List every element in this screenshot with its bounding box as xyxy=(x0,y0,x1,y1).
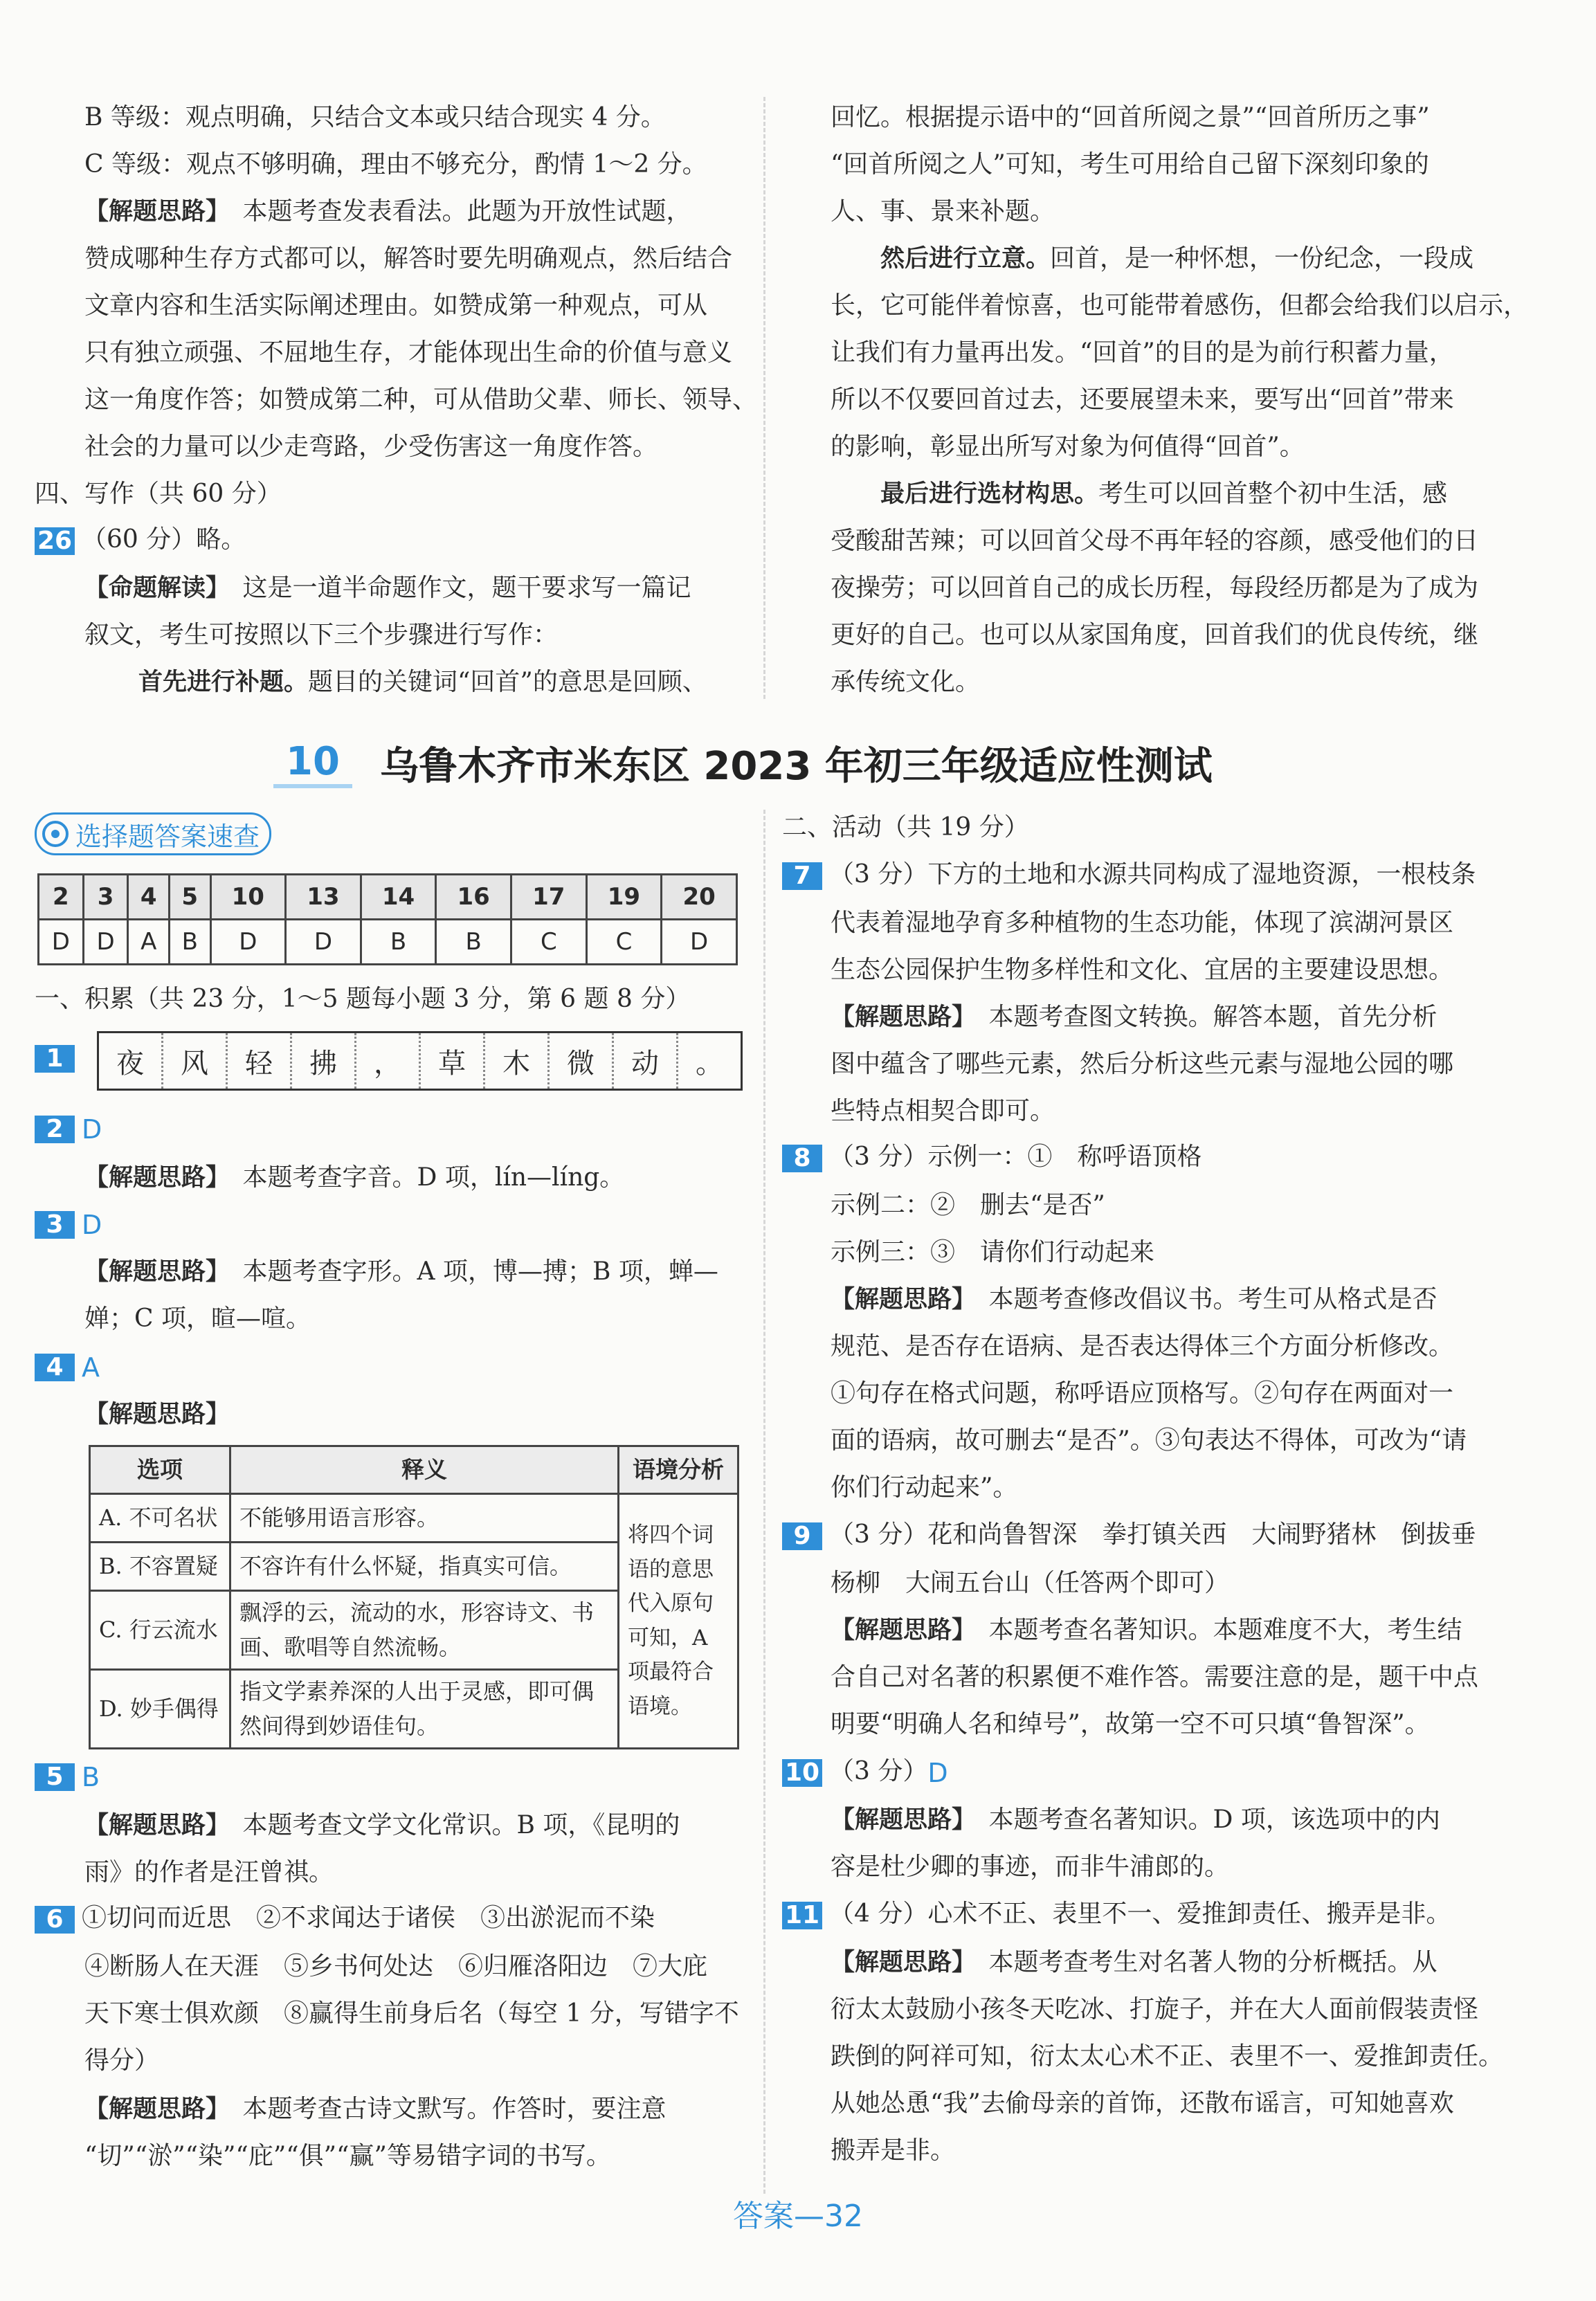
qnum-cell: 10 xyxy=(210,875,286,920)
text-line: 婵；C 项，暄—喧。 xyxy=(84,1304,311,1333)
question-number: 9 xyxy=(782,1522,822,1550)
text-line: 赞成哪种生存方式都可以，解答时要先明确观点，然后结合 xyxy=(84,244,733,273)
jieti-label: 【解题思路】 xyxy=(84,1164,218,1192)
text-line: 文章内容和生活实际阐述理由。如赞成第一种观点，可从 xyxy=(84,291,708,320)
question-number: 10 xyxy=(782,1759,822,1787)
grid-char: 木 xyxy=(485,1033,550,1089)
text-line: 的影响，彰显出所写对象为何值得“回首”。 xyxy=(831,433,1305,461)
text-line: ①句存在格式问题，称呼语应顶格写。②句存在两面对一 xyxy=(831,1379,1454,1408)
answer-cell: D xyxy=(662,920,737,965)
text-line: 本题考查名著知识。本题难度不大，考生结 xyxy=(988,1616,1462,1644)
text-line: 这是一道半命题作文，题干要求写一篇记 xyxy=(242,574,691,602)
answer-cell: B xyxy=(361,920,436,965)
text-line: 本题考查文学文化常识。B 项，《昆明的 xyxy=(242,1811,680,1839)
section-heading: 二、活动（共 19 分） xyxy=(782,813,1029,842)
question-number: 8 xyxy=(782,1145,822,1172)
analysis-cell: 将四个词语的意思代入原句可知，A 项最符合语境。 xyxy=(619,1494,738,1749)
text-line: 天下寒士俱欢颜 ⑧赢得生前身后名（每空 1 分，写错字不 xyxy=(84,1999,739,2028)
qnum-cell: 17 xyxy=(511,875,587,920)
qnum-cell: 13 xyxy=(286,875,361,920)
answer-cell: D xyxy=(39,920,84,965)
option-cell: C. 行云流水 xyxy=(90,1591,230,1670)
jieti-label: 【解题思路】 xyxy=(831,1617,964,1644)
question-number: 1 xyxy=(35,1045,75,1073)
answer-table xyxy=(37,873,738,965)
text-line: （3 分）示例一：① 称呼语顶格 xyxy=(829,1143,1202,1171)
qnum-cell: 14 xyxy=(361,875,436,920)
page-number: 答案—32 xyxy=(733,2199,863,2234)
text-line: 只有独立顽强、不屈地生存，才能体现出生命的价值与意义 xyxy=(84,338,733,367)
answer-cell: B xyxy=(169,920,210,965)
text-line: 本题考查考生对名著人物的分析概括。从 xyxy=(988,1948,1438,1976)
question-number: 7 xyxy=(782,862,822,890)
qnum-cell: 4 xyxy=(128,875,170,920)
grid-char: 动 xyxy=(614,1033,678,1089)
jieti-label: 【解题思路】 xyxy=(831,1949,964,1976)
qnum-cell: 3 xyxy=(83,875,128,920)
text-line: 杨柳 大闹五台山（任答两个即可） xyxy=(831,1569,1230,1597)
text-line: （4 分）心术不正、表里不一、爱推卸责任、搬弄是非。 xyxy=(829,1900,1451,1928)
answer-cell: D xyxy=(83,920,128,965)
question-number: 3 xyxy=(35,1211,75,1239)
text-line: 些特点相契合即可。 xyxy=(831,1097,1055,1125)
text-line: 雨》的作者是汪曾祺。 xyxy=(84,1858,334,1886)
grid-char: 微 xyxy=(550,1033,614,1089)
answer-letter: D xyxy=(82,1114,102,1145)
question-number: 5 xyxy=(35,1763,75,1791)
meaning-cell: 飘浮的云，流动的水，形容诗文、书画、歌唱等自然流畅。 xyxy=(230,1591,619,1670)
header-cell: 释义 xyxy=(230,1446,619,1494)
answer-table-answer-row xyxy=(39,920,737,965)
question-number: 2 xyxy=(35,1116,75,1143)
grid-char: 拂 xyxy=(292,1033,356,1089)
text-line: 从她怂恿“我”去偷母亲的首饰，还散布谣言，可知她喜欢 xyxy=(831,2089,1454,2118)
quick-check-badge xyxy=(35,812,271,855)
text-line: 受酸甜苦辣；可以回首父母不再年轻的容颜，感受他们的日 xyxy=(831,527,1479,555)
qnum-cell: 19 xyxy=(586,875,662,920)
text-line: 本题考查字形。A 项，博—搏；B 项，蝉— xyxy=(242,1257,718,1286)
text-line: 合自己对名著的积累便不难作答。需要注意的是，题干中点 xyxy=(831,1663,1479,1691)
jieti-label: 【解题思路】 xyxy=(831,1003,964,1031)
text-line: 回忆。根据提示语中的“回首所阅之景”“回首所历之事” xyxy=(831,103,1430,131)
text-line: 代表着湿地孕育多种植物的生态功能，体现了滨湖河景区 xyxy=(831,909,1454,937)
grid-char: 草 xyxy=(421,1033,485,1089)
text-line: 所以不仅要回首过去，还要展望未来，要写出“回首”带来 xyxy=(831,385,1454,414)
text-line: 你们行动起来”。 xyxy=(831,1473,1018,1502)
option-cell: D. 妙手偶得 xyxy=(90,1670,230,1749)
text-line: 本题考查字音。D 项，lín—líng。 xyxy=(242,1163,625,1192)
section-heading: 四、写作（共 60 分） xyxy=(35,480,282,508)
question-number: 6 xyxy=(35,1906,75,1934)
option-table xyxy=(89,1445,739,1749)
step-label: 首先进行补题。 xyxy=(138,669,309,696)
score-text: （3 分） xyxy=(829,1757,928,1785)
text-line: 规范、是否存在语病、是否表达得体三个方面分析修改。 xyxy=(831,1332,1454,1361)
text-line: 本题考查图文转换。解答本题，首先分析 xyxy=(988,1003,1438,1031)
grid-char: 风 xyxy=(163,1033,228,1089)
answer-letter: D xyxy=(927,1758,948,1788)
jieti-label: 【解题思路】 xyxy=(84,1258,218,1286)
text-line: 这一角度作答；如赞成第二种，可从借助父辈、师长、领导、 xyxy=(84,385,758,414)
answer-letter: D xyxy=(82,1210,102,1240)
jieti-label: 【解题思路】 xyxy=(831,1286,964,1313)
text-line: 明要“明确人名和绰号”，故第一空不可只填“鲁智深”。 xyxy=(831,1710,1430,1738)
answer-table-header-row xyxy=(39,875,737,920)
qnum-cell: 20 xyxy=(662,875,737,920)
text-line: 夜操劳；可以回首自己的成长历程，每段经历都是为了成为 xyxy=(831,574,1479,602)
column-divider-top xyxy=(763,97,765,699)
question-number: 26 xyxy=(35,527,75,555)
qnum-cell: 5 xyxy=(169,875,210,920)
grid-char: 。 xyxy=(696,1047,723,1080)
grid-char: 夜 xyxy=(99,1033,163,1089)
mingti-label: 【命题解读】 xyxy=(84,574,218,602)
text-line: ①切问而近思 ②不求闻达于诸侯 ③出淤泥而不染 xyxy=(82,1904,655,1932)
option-table-header xyxy=(90,1446,738,1494)
meaning-cell: 指文学素养深的人出于灵感，即可偶然间得到妙语佳句。 xyxy=(230,1670,619,1749)
text-line: 考生可以回首整个初中生活，感 xyxy=(1098,480,1448,508)
text-line: 示例三：③ 请你们行动起来 xyxy=(831,1238,1155,1266)
answer-cell: D xyxy=(210,920,286,965)
answer-cell: C xyxy=(586,920,662,965)
answer-letter: A xyxy=(82,1352,100,1383)
answer-cell: C xyxy=(511,920,587,965)
header-cell: 选项 xyxy=(90,1446,230,1494)
text-line: 跌倒的阿祥可知，衍太太心术不正、表里不一、爱推卸责任。 xyxy=(831,2042,1504,2071)
option-cell: A. 不可名状 xyxy=(90,1494,230,1543)
q26-text: （60 分）略。 xyxy=(82,525,246,554)
text-line: 回首，是一种怀想，一份纪念，一段成 xyxy=(1050,244,1474,273)
text-line: 题目的关键词“回首”的意思是回顾、 xyxy=(308,668,707,696)
qnum-cell: 16 xyxy=(436,875,511,920)
question-number: 11 xyxy=(782,1902,822,1929)
grid-char: 轻 xyxy=(228,1033,292,1089)
text-line: “回首所阅之人”可知，考生可用给自己留下深刻印象的 xyxy=(831,150,1429,179)
answer-letter: B xyxy=(82,1762,100,1792)
grade-b-line: B 等级：观点明确，只结合文本或只结合现实 4 分。 xyxy=(84,103,666,131)
grade-c-line: C 等级：观点不够明确，理由不够充分，酌情 1～2 分。 xyxy=(84,150,707,179)
text-line: （3 分）下方的土地和水源共同构成了湿地资源，一根枝条 xyxy=(829,860,1476,889)
meaning-cell: 不容许有什么怀疑，指真实可信。 xyxy=(230,1543,619,1591)
text-line: 得分） xyxy=(84,2046,160,2075)
qnum-cell: 2 xyxy=(39,875,84,920)
jieti-label: 【解题思路】 xyxy=(84,1812,218,1839)
text-line: 长，它可能伴着惊喜，也可能带着感伤，但都会给我们以启示， xyxy=(831,291,1529,320)
text-line: 让我们有力量再出发。“回首”的目的是为前行积蓄力量， xyxy=(831,338,1454,367)
text-line: 本题考查发表看法。此题为开放性试题， xyxy=(242,197,691,226)
exam-header xyxy=(273,732,1213,794)
text-line: 面的语病，故可删去“是否”。③句表达不得体，可改为“请 xyxy=(831,1426,1467,1455)
text-line: 搬弄是非。 xyxy=(831,2136,956,2165)
text-line: 生态公园保护生物多样性和文化、宜居的主要建设思想。 xyxy=(831,956,1454,984)
text-line: 衍太太鼓励小孩冬天吃冰、打旋子，并在大人面前假装责怪 xyxy=(831,1995,1479,2023)
text-line: 容是杜少卿的事迹，而非牛浦郎的。 xyxy=(831,1853,1230,1881)
text-line: 图中蕴含了哪些元素，然后分析这些元素与湿地公园的哪 xyxy=(831,1050,1454,1078)
grid-char: ， xyxy=(356,1033,421,1089)
text-line: （3 分）花和尚鲁智深 拳打镇关西 大闹野猪林 倒拔垂 xyxy=(829,1520,1476,1549)
exam-number: 10 xyxy=(273,739,352,788)
section-heading: 一、积累（共 23 分，1～5 题每小题 3 分，第 6 题 8 分） xyxy=(35,985,691,1013)
meaning-cell: 不能够用语言形容。 xyxy=(230,1494,619,1543)
text-line: 更好的自己。也可以从家国角度，回首我们的优良传统，继 xyxy=(831,621,1479,649)
text-line: 叙文，考生可按照以下三个步骤进行写作： xyxy=(84,621,559,649)
text-line: 承传统文化。 xyxy=(831,668,981,696)
option-cell: B. 不容置疑 xyxy=(90,1543,230,1591)
text-line: 示例二：② 删去“是否” xyxy=(831,1191,1105,1219)
text-line: 社会的力量可以少走弯路，少受伤害这一角度作答。 xyxy=(84,433,658,461)
text-line: 人、事、景来补题。 xyxy=(831,197,1055,226)
exam-title: 乌鲁木齐市米东区 2023 年初三年级适应性测试 xyxy=(379,744,1213,789)
target-icon xyxy=(42,821,69,847)
text-line: 本题考查古诗文默写。作答时，要注意 xyxy=(242,2095,666,2123)
text-line: 本题考查修改倡议书。考生可从格式是否 xyxy=(988,1285,1438,1313)
jieti-label: 【解题思路】 xyxy=(831,1806,964,1834)
text-line: 本题考查名著知识。D 项，该选项中的内 xyxy=(988,1806,1440,1834)
answer-cell: D xyxy=(286,920,361,965)
column-divider-bottom xyxy=(763,810,765,2194)
question-number: 4 xyxy=(35,1354,75,1381)
option-row xyxy=(90,1494,738,1543)
quick-check-title: 选择题答案速查 xyxy=(75,821,260,852)
text-line: ④断肠人在天涯 ⑤乡书何处达 ⑥归雁洛阳边 ⑦大庇 xyxy=(84,1952,708,1981)
header-cell: 语境分析 xyxy=(619,1446,738,1494)
text-line: “切”“淤”“染”“庇”“俱”“赢”等易错字词的书写。 xyxy=(84,2142,611,2170)
jieti-label: 【解题思路】 xyxy=(84,2095,218,2123)
jieti-label: 【解题思路】 xyxy=(84,198,218,226)
step-label: 最后进行选材构思。 xyxy=(880,480,1099,508)
char-grid xyxy=(97,1031,743,1091)
jieti-label: 【解题思路】 xyxy=(84,1401,230,1428)
step-label: 然后进行立意。 xyxy=(880,245,1051,273)
answer-cell: A xyxy=(128,920,170,965)
answer-cell: B xyxy=(436,920,511,965)
